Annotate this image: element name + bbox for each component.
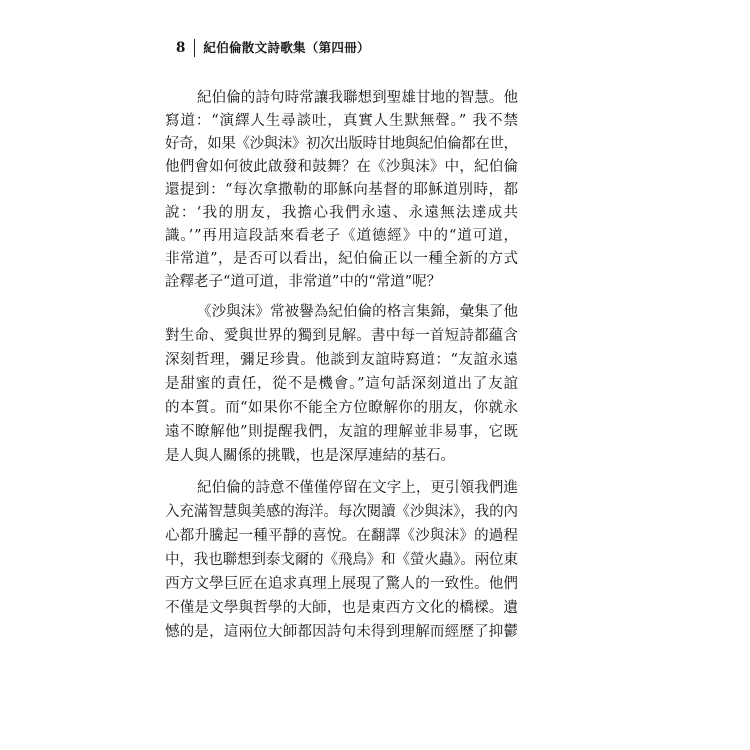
- text-line: 不僅是文學與哲學的大師，也是東西方文化的橋樑。遺: [165, 600, 519, 616]
- running-title: 紀伯倫散文詩歌集（第四冊）: [203, 40, 370, 55]
- text-line: 西方文學巨匠在追求真理上展現了驚人的一致性。他們: [165, 576, 519, 592]
- text-line: 寫道：“演繹人生尋談吐，真實人生默無聲。” 我不禁: [165, 113, 519, 129]
- text-line: 紀伯倫的詩意不僅僅停留在文字上，更引領我們進: [197, 480, 519, 496]
- text-line: 心都升騰起一種平靜的喜悅。在翻譯《沙與沫》的過程: [165, 528, 519, 544]
- text-line: 說：‘我的朋友，我擔心我們永遠、永遠無法達成共: [165, 205, 520, 221]
- text-line: 的本質。而“如果你不能全方位瞭解你的朋友，你就永: [165, 400, 519, 416]
- text-line: 非常道”，是否可以看出，紀伯倫正以一種全新的方式: [165, 251, 519, 267]
- text-line: 入充滿智慧與美感的海洋。每次閱讀《沙與沫》，我的內: [165, 504, 518, 520]
- header-divider: [194, 39, 195, 57]
- text-line: 是人與人關係的挑戰，也是深厚連結的基石。: [165, 448, 455, 464]
- text-line: 好奇，如果《沙與沫》初次出版時甘地與紀伯倫都在世，: [165, 136, 518, 152]
- paragraph: [165, 476, 518, 644]
- text-line: 還提到：“每次拿撒勒的耶穌向基督的耶穌道別時，都: [165, 182, 519, 198]
- page-number: 8: [176, 40, 186, 56]
- text-line: 中，我也聯想到泰戈爾的《飛鳥》和《螢火蟲》。兩位東: [165, 552, 518, 568]
- text-line: 遠不瞭解他”則提醒我們，友誼的理解並非易事，它既: [165, 424, 519, 440]
- text-line: 憾的是，這兩位大師都因詩句未得到理解而經歷了抑鬱: [165, 624, 519, 640]
- paragraph: [165, 300, 518, 468]
- text-line: 是甜蜜的責任，從不是機會。”這句話深刻道出了友誼: [165, 376, 519, 392]
- text-line: 《沙與沫》常被譽為紀伯倫的格言集錦，彙集了他: [197, 304, 519, 320]
- text-line: 對生命、愛與世界的獨到見解。書中每一首短詩都蘊含: [165, 328, 519, 344]
- text-line: 識。’”再用這段話來看老子《道德經》中的“道可道，: [165, 228, 519, 244]
- paragraph: [165, 87, 518, 294]
- text-line: 詮釋老子“道可道，非常道”中的“常道”呢？: [165, 274, 442, 290]
- text-line: 深刻哲理，彌足珍貴。他談到友誼時寫道：“友誼永遠: [165, 352, 519, 368]
- running-header: [176, 38, 370, 58]
- text-line: 紀伯倫的詩句時常讓我聯想到聖雄甘地的智慧。他: [197, 90, 519, 106]
- text-line: 他們會如何彼此啟發和鼓舞？在《沙與沫》中，紀伯倫: [165, 159, 519, 175]
